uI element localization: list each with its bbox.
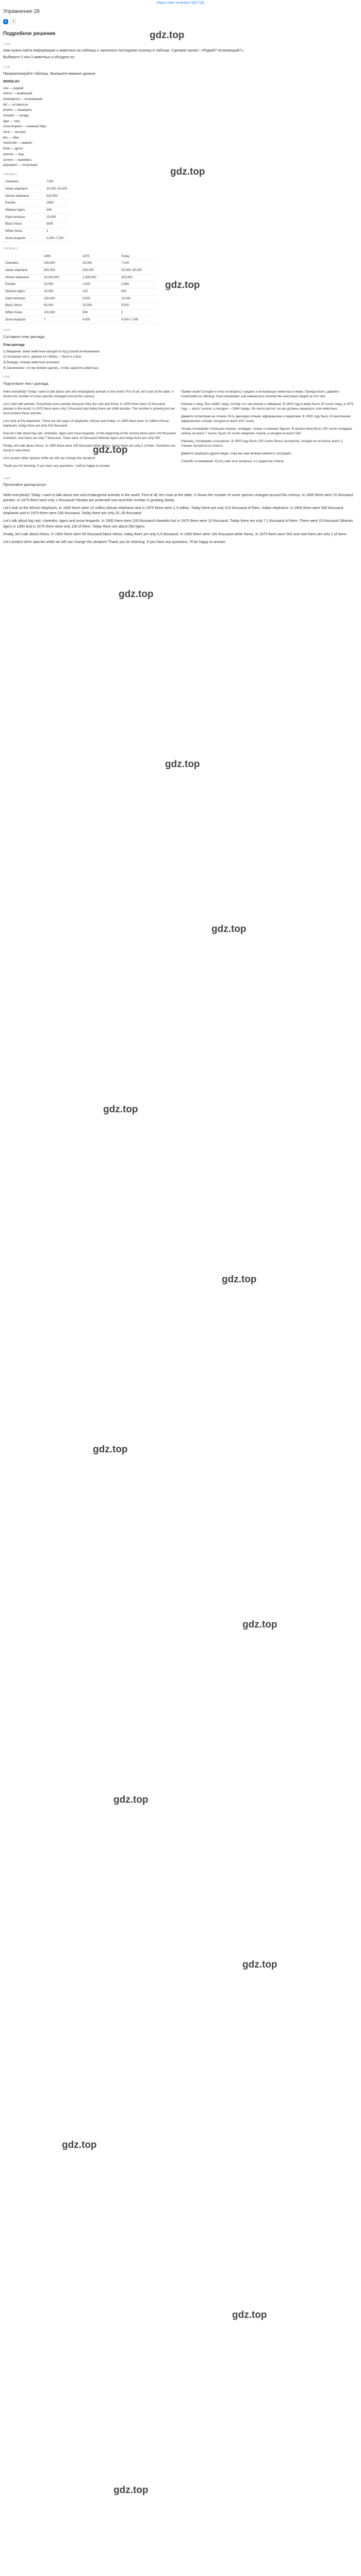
table-cell: 250,000 [42,295,80,302]
table-cell: Giant tortoises [3,295,42,302]
table1-caption: ТАБЛИЦА 1 [3,173,18,176]
wordlist-item: protect — защищать [3,109,32,112]
essay-paragraph: Hello everybody! Today I want to talk about rare and endangered animals in the world. First of all, let's look at the table. It shows the number of some species changed around this century. [3,389,174,398]
table-row [3,281,158,289]
table-cell: 25,000–35,000 [119,267,158,274]
promo-link[interactable]: Ищете ответ на вопрос ГДЗ? ГДЗ [156,2,205,5]
table-row [3,207,69,214]
wordlist-item: snow leopard — снежный барс [3,125,47,129]
column-header [3,253,42,260]
column-header: Today [119,253,158,260]
table-row [3,310,158,317]
step-text: Подготовьте текст доклада. [3,382,50,386]
essay-paragraph: Let's talk about big cats: cheetahs, tigers and snow leopards. In 1900 there were 100 thousand cheetahs but in 1975 there were 15 thousand. Today there are only 7,1 thousand of them. There were 15 thousand Siberian tigers in 1900 and in 1975 there were only 130 of them. Today there are about 540 tigers. [3,519,353,529]
table-cell: 4,000 [80,316,119,324]
table-cell: 15,000 [42,289,80,296]
table-cell: 130 [80,289,119,296]
table-cell: Siberian tigers [3,289,42,296]
table-cell: Black rhinos [3,302,42,310]
essay-paragraph: Finally, let's talk about rhinos. In 1900 there were 65 thousand black rhinos, today there are only 5,5 thousand. In 1900 there were 100 thousand white rhinos, in 1975 there were 500 and now there are only 2 of them. [3,532,348,536]
table-cell: Cheetahs [3,179,44,185]
table-cell: 1,864 [119,281,158,289]
step-text: Составьте план доклада. [3,335,45,339]
table-cell: Black rhinos [3,221,44,228]
watermark-logo: gdz.top [242,1959,277,1970]
plan-list [3,350,358,371]
table-cell: 3,000 [80,295,119,302]
essay-paragraph: Finally, let's talk about rhinos. In 1900 there were 100 thousand white rhinos, today there are only 2 of them. Scientists are trying to save them. [3,444,176,452]
wordlist [3,87,358,168]
table-cell: Cheetahs [3,260,42,267]
step-label: 3 ШАГ [3,329,11,332]
table-cell: 500 [80,310,119,317]
wordlist-item: dodo — дронт [3,147,23,151]
table-row [3,214,69,221]
table-cell: 1,000 [80,281,119,289]
table-cell: 5,500 [119,302,158,310]
nav-prev-number[interactable]: 1 [3,19,8,24]
table-cell: 100,000 [42,260,80,267]
intro-paragraph: Нам нужно найти информацию о животных на таблицы и заполнить последнюю колонку в таблице. Сделаем проект: «Редкий? Исчезающий?». [3,49,244,53]
essay-paragraph: Спасибо за внимание. Если у вас есть вопросы, я с радостью отвечу. [181,459,284,463]
essay-paragraph: Наконец, поговорим о носорогах. В 1900 году было 100 тысяч белых носорогов, сегодня их осталось всего 2. Ученые пытаются их спасти. [181,439,343,448]
table-population-today [3,179,69,242]
table-cell: 4,000–7,000 [119,316,158,324]
plan-item: 1) Введение: какие животные находятся под угрозой исчезновения. [3,350,101,353]
watermark-logo: gdz.top [93,445,128,455]
plan-item: 2) Основная часть: данные из таблиц — было и стало. [3,355,83,359]
table-cell: 415,000 [119,274,158,281]
table-cell: 7100 [44,179,69,185]
table-row [3,260,158,267]
essay-paragraph: Now let's talk about big cats: cheetahs, tigers and snow leopards. At the beginning of the century there were 100 thousand cheetahs, now there are only 7 thousand. There were 15 thousand Siberian tigers and today there are only 540. [3,431,176,440]
essay-paragraph: Начнем с панд. Все любят панд, потому что они милые и забавные. В 1900 году в мире было 15 тысяч панд, в 1975 году — всего тысяча, а сегодня — 1864 панды. Их число растет, но мы должны защищать этих животных. [181,402,354,411]
table-row [3,289,158,296]
wordlist-item: cheetah — гепард [3,114,29,118]
column-header: 1900 [42,253,80,260]
table-cell: 15,000 [42,281,80,289]
table-cell: White rhinos [3,228,44,235]
table-cell: Indian elephants [3,185,44,193]
table-cell: African elephants [3,274,42,281]
wordlist-item: mammoth — мамонт [3,142,32,145]
table-cell: ? [42,316,80,324]
watermark-logo: gdz.top [232,2310,267,2320]
wordlist-item: extinct — вымерший [3,92,32,96]
watermark-logo: gdz.top [113,2485,149,2496]
table-cell: African elephants [3,193,44,200]
intro-text [3,48,313,60]
table-row [3,179,69,185]
table-row [3,185,69,193]
exercise-title: Упражнение 28 [3,9,40,14]
watermark-logo: gdz.top [113,1794,149,1805]
table-cell: 15,000 [80,302,119,310]
table2-caption: ТАБЛИЦА 2 [3,247,18,251]
table-cell: 5500 [44,221,69,228]
table-cell: 2 [44,228,69,235]
essay-paragraph: Let's protect other species while we still can change the situation! [3,456,95,460]
table-row [3,221,69,228]
wordlist-item: ibis — ибис [3,136,20,140]
essay-paragraph: Hello everybody! Today I want to talk about rare and endangered animals in the world. First of all, let's look at the table. It shows the number of some species changed around this century. In 1900 there were 15 thousand pandas. In 1975 there were only 1 thousand! Pandas are protected now and their number is growing slowly. [3,493,353,503]
step-label: 4 ШАГ [3,376,11,379]
table-row [3,193,69,200]
essay-paragraph: Давайте защищать другие виды, пока мы еще можем изменить ситуацию! [181,451,291,455]
essay-paragraph: Thank you for listening. If you have any questions, I will be happy to answer. [3,464,111,468]
essay-paragraph: Let's look at the African elephants. In 1900 there were 10 million African elephants and in 1975 there were 1,3 million. Today there are only 415 thousand of them. Indian elephants: in 1900 there were 500 thousand elephants and in 1975 there were 200 thousand. Today there are only 25–35 thousand. [3,506,343,516]
wordlist-item: survive — выживать [3,158,32,162]
watermark-logo: gdz.top [170,166,205,177]
step-label: 1 ШАГ [3,43,11,46]
table-cell: Pandas [3,281,42,289]
table-row [3,267,158,274]
table-row [3,200,69,207]
table-cell: 540 [119,289,158,296]
table-cell: Indian elephants [3,267,42,274]
table-row [3,274,158,281]
table-cell: 65,000 [42,302,80,310]
column-header: 1975 [80,253,119,260]
table-row [3,295,158,302]
table-cell: 2 [119,310,158,317]
watermark-logo: gdz.top [222,1274,257,1285]
plan-title: План доклада [3,343,25,347]
table-cell: 540 [44,207,69,214]
step-text: Проанализируйте таблицы. Выпишите важные данные. [3,72,96,76]
table-cell: 10,000,000 [42,274,80,281]
bilingual-columns [3,390,358,472]
essay-paragraph: Let's start with pandas. Everybody loves pandas because they are cute and funny. In 1900 there were 15 thousand pandas in the world, in 1975 there were only 1 thousand and today there are 1864 pandas. The number is growing but we must protect these animals. [3,402,175,415]
wordlist-title: WORDLIST [3,80,20,83]
wordlist-item: rare — редкий [3,87,24,90]
table-cell: 15,000 [119,295,158,302]
table-cell: 500,000 [42,267,80,274]
watermark-logo: gdz.top [62,2140,97,2150]
table-cell: 4,000–7,000 [44,235,69,242]
table-cell: 15,000 [44,214,69,221]
table-cell: 415,000 [44,193,69,200]
table-row [3,302,158,310]
essay-paragraph: Let's protect other species while we still can change the situation! Thank you for listening. If you have any questions, I'll be happy to answer. [3,540,226,544]
table-cell: Pandas [3,200,44,207]
table-cell: Giant tortoises [3,214,44,221]
section-heading: Подробное решение [3,30,56,37]
watermark-logo: gdz.top [165,280,200,291]
table-cell: Snow leopards [3,235,44,242]
step-label: 5 ШАГ [3,477,11,480]
table-cell: 20,000–25,000 [44,185,69,193]
wordlist-item: species — вид [3,152,24,156]
table-header-row [3,253,158,260]
wordlist-item: population — популяция [3,164,38,167]
table-row [3,228,69,235]
plan-item: 3) Выводы: почему животные исчезают. [3,361,60,364]
intro-paragraph: Выберите 2 или 3 животных и обсудите их. [3,56,76,60]
wordlist-item: tiger — тигр [3,120,20,123]
table-cell: 15,000 [80,260,119,267]
wordlist-item: left — оставаться [3,103,28,107]
table-cell: 100,000 [42,310,80,317]
watermark-logo: gdz.top [211,924,247,935]
table-cell: Snow leopards [3,316,42,324]
watermark-logo: gdz.top [150,30,185,41]
watermark-logo: gdz.top [93,1444,128,1455]
essay-russian-column [181,390,354,472]
table-cell: 200,000 [80,267,119,274]
wordlist-item: endangered — исчезающий [3,97,43,101]
essay-full [3,493,354,545]
watermark-logo: gdz.top [165,759,200,770]
nav-next-number[interactable]: 2 [11,19,16,24]
table-cell: 1,300,000 [80,274,119,281]
watermark-logo: gdz.top [103,1104,138,1115]
promo-bar[interactable] [3,0,358,7]
wordlist-item: rhino — носорог [3,131,26,134]
exercise-nav [3,19,358,24]
table-cell: White rhinos [3,310,42,317]
watermark-logo: gdz.top [119,589,154,600]
table-row [3,316,158,324]
table-population-history [3,253,158,324]
essay-paragraph: Привет всем! Сегодня я хочу поговорить о редких и исчезающих животных в мире. Прежде всего, давайте посмотрим на таблицу. Она показывает, как изменилось количество некоторых видов за этот век. [181,389,339,398]
step-text: Прочитайте доклад вслух. [3,483,47,487]
table-cell: Siberian tigers [3,207,44,214]
essay-paragraph: Теперь поговорим о больших кошках: гепардах, тиграх и снежных барсах. В начале века было 100 тысяч гепардов, сейчас их всего 7 тысяч. Было 15 тысяч амурских тигров, а сегодня их всего 540. [181,427,353,435]
essay-paragraph: Давайте посмотрим на слонов. Есть два вида слонов: африканские и индийские. В 1900 году было 10 миллионов африканских слонов, сегодня их всего 415 тысяч. [181,414,351,423]
essay-english-column [3,390,176,472]
table-cell: 7,100 [119,260,158,267]
essay-paragraph: Let's look at the elephants. There are two types of elephants: African and Indian. In 1900 there were 10 million African elephants, today there are only 415 thousand. [3,419,169,428]
step-label: 2 ШАГ [3,65,11,69]
table-cell: 1864 [44,200,69,207]
table-row [3,235,69,242]
watermark-logo: gdz.top [242,1619,277,1630]
plan-item: 4) Заключение: что мы можем сделать, чтобы защитить животных. [3,366,100,370]
